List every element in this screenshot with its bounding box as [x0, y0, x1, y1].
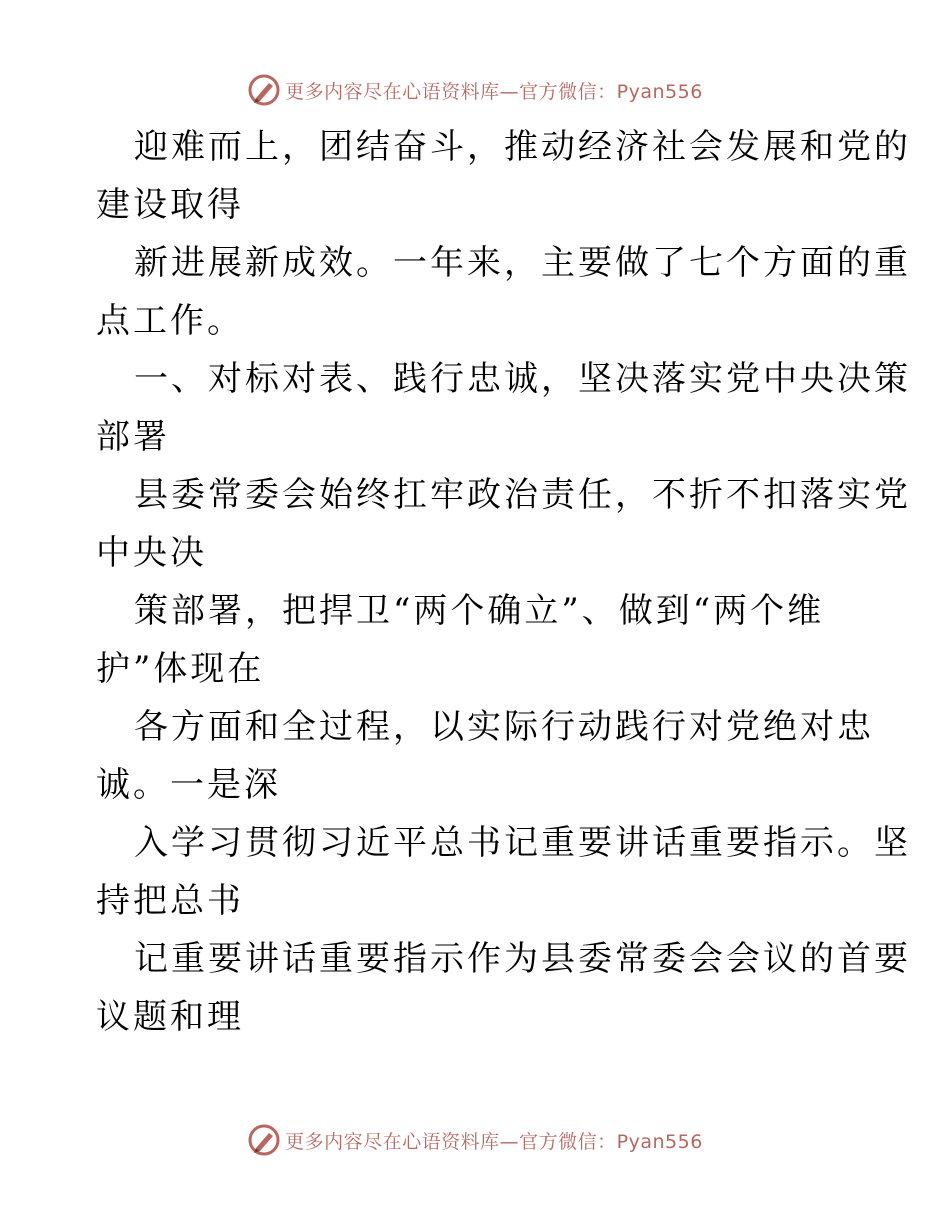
paragraph-line: 点工作。: [96, 301, 244, 341]
section-heading-line: 部署: [96, 417, 170, 457]
paragraph-line: 建设取得: [96, 185, 244, 225]
document-body: [96, 118, 911, 1046]
paragraph-line: 策部署，把捍卫“两个确立”、做到“两个维: [134, 591, 825, 631]
paragraph-line: 诚。一是深: [96, 765, 281, 805]
paragraph-line: 护”体现在: [96, 649, 265, 689]
paragraph-line: 记重要讲话重要指示作为县委常委会会议的首要: [134, 939, 911, 979]
paragraph-line: 入学习贯彻习近平总书记重要讲话重要指示。坚: [134, 823, 911, 863]
paragraph-line: 议题和理: [96, 997, 244, 1037]
paragraph-line: 县委常委会始终扛牢政治责任，不折不扣落实党: [134, 475, 911, 515]
watermark-text: 更多内容尽在心语资料库—官方微信：Pyan556: [285, 1130, 703, 1153]
pen-logo-icon: [247, 73, 281, 107]
pen-logo-icon: [247, 1123, 281, 1157]
paragraph-line: 新进展新成效。一年来，主要做了七个方面的重: [134, 243, 911, 283]
paragraph-line: 中央决: [96, 533, 207, 573]
paragraph-line: 各方面和全过程，以实际行动践行对党绝对忠: [134, 707, 874, 747]
footer-watermark: [0, 1120, 950, 1160]
watermark-text: 更多内容尽在心语资料库—官方微信：Pyan556: [285, 80, 703, 103]
paragraph-line: 持把总书: [96, 881, 244, 921]
paragraph-line: 迎难而上，团结奋斗，推动经济社会发展和党的: [134, 127, 911, 167]
section-heading-line: 一、对标对表、践行忠诚，坚决落实党中央决策: [134, 359, 911, 399]
header-watermark: [0, 70, 950, 110]
